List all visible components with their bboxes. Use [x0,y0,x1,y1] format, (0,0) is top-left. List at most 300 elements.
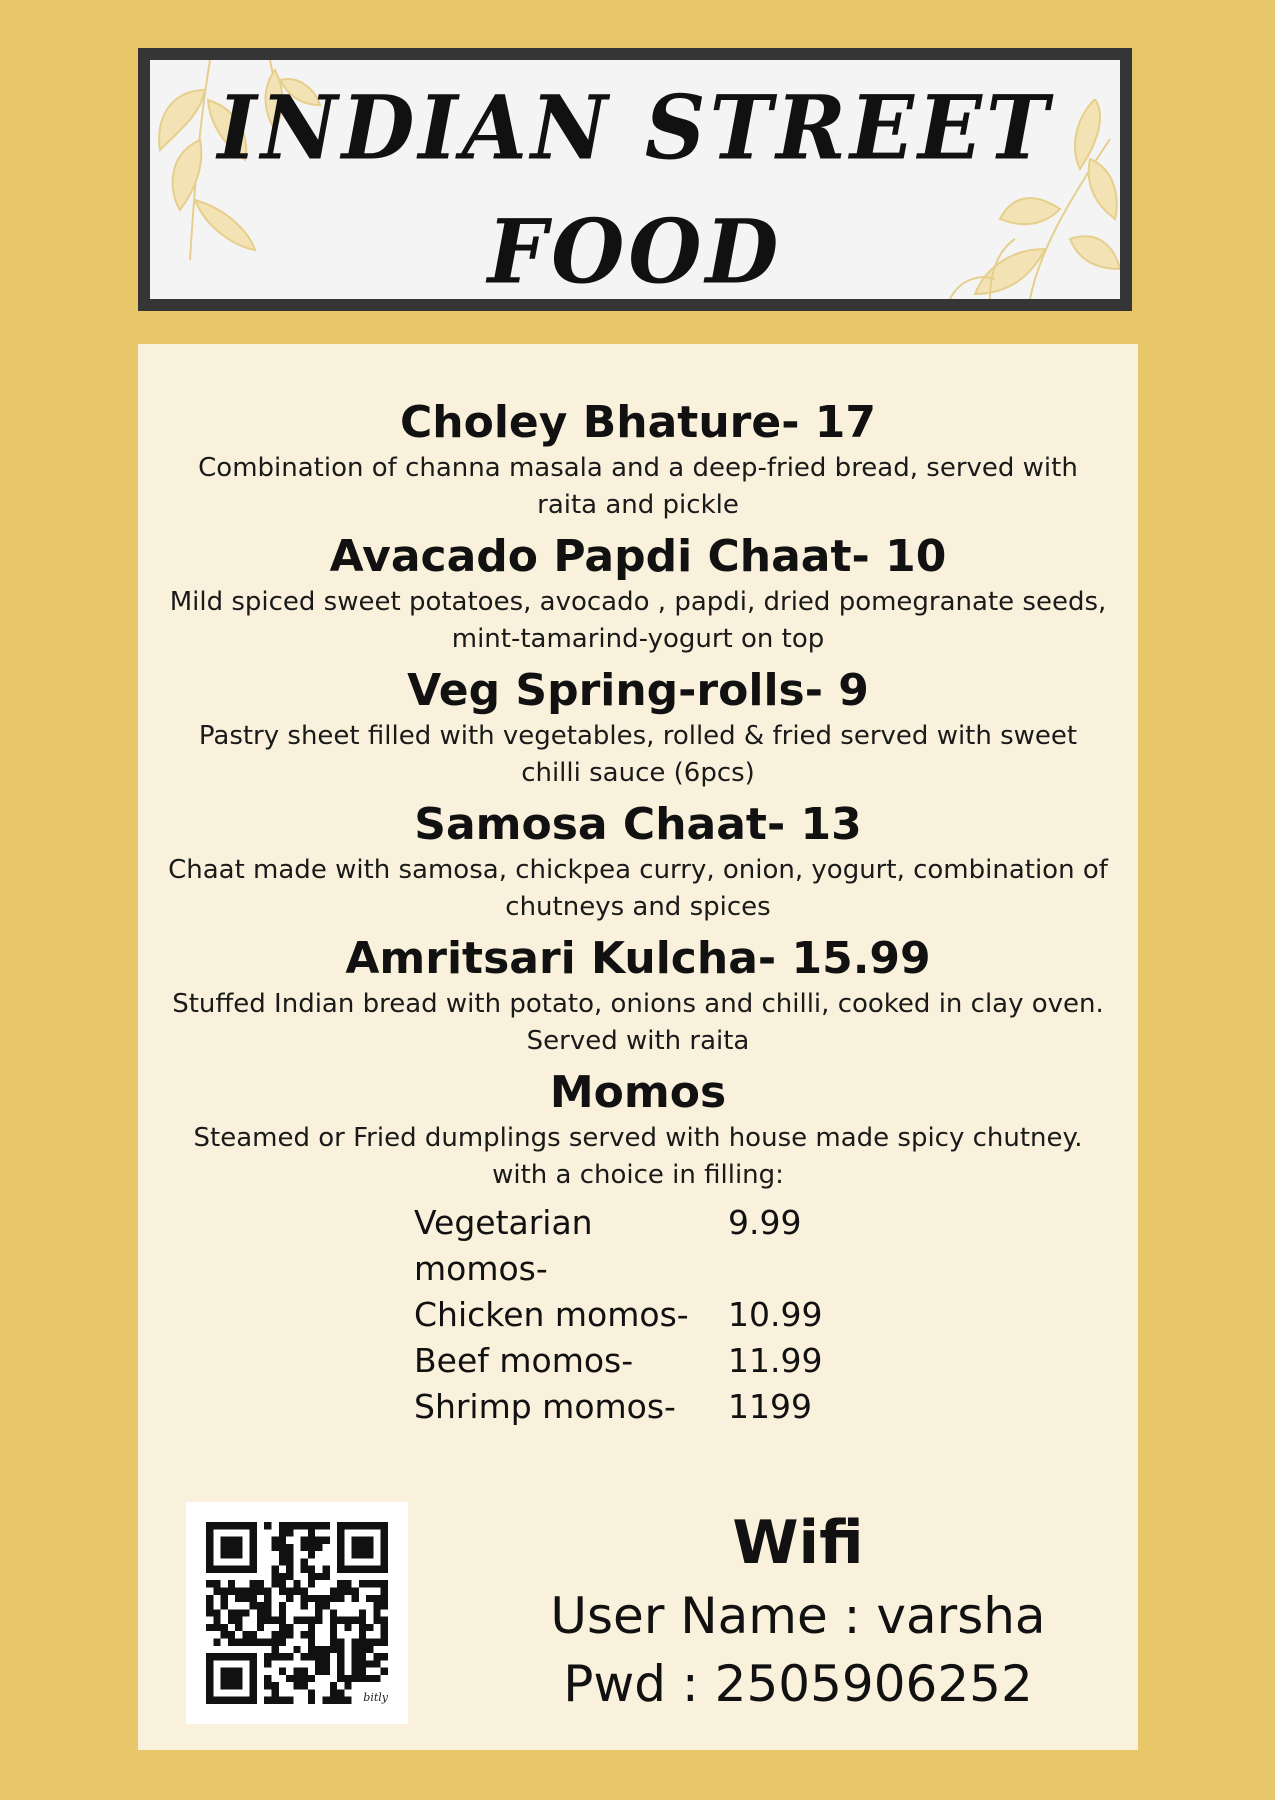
qr-module [381,1653,388,1660]
qr-module [359,1566,366,1573]
qr-module [235,1544,242,1551]
qr-module [359,1675,366,1682]
qr-module [228,1609,235,1616]
qr-module [352,1566,359,1573]
qr-module [373,1675,380,1682]
qr-module [337,1537,344,1544]
qr-module [235,1595,242,1602]
qr-module [235,1624,242,1631]
qr-module [352,1675,359,1682]
qr-module [257,1638,264,1645]
qr-module [352,1646,359,1653]
qr-module [206,1529,213,1536]
qr-module [235,1682,242,1689]
qr-module [264,1609,271,1616]
qr-module [308,1646,315,1653]
qr-module [272,1638,279,1645]
qr-module [242,1566,249,1573]
qr-module [250,1675,257,1682]
qr-module [359,1646,366,1653]
qr-module [279,1631,286,1638]
qr-module [235,1668,242,1675]
momos-option-name: Chicken momos- [414,1295,689,1334]
menu-item [138,1066,1138,1430]
qr-module [228,1697,235,1704]
qr-module [221,1653,228,1660]
qr-module [337,1551,344,1558]
qr-module [257,1624,264,1631]
qr-module [366,1522,373,1529]
qr-module [279,1617,286,1624]
qr-module [272,1580,279,1587]
qr-module [301,1566,308,1573]
qr-module [286,1558,293,1565]
qr-module [337,1668,344,1675]
qr-module [373,1609,380,1616]
qr-module [337,1580,344,1587]
qr-module [213,1580,220,1587]
qr-module [344,1566,351,1573]
menu-item [138,530,1138,658]
qr-module [242,1638,249,1645]
qr-module [206,1537,213,1544]
qr-module [330,1624,337,1631]
qr-module [352,1660,359,1667]
qr-module [279,1668,286,1675]
qr-module [381,1529,388,1536]
qr-module [279,1544,286,1551]
menu-list [138,396,1138,1430]
qr-module [330,1646,337,1653]
qr-module [308,1551,315,1558]
qr-module [308,1653,315,1660]
qr-module [381,1580,388,1587]
qr-module [279,1558,286,1565]
qr-module [272,1697,279,1704]
momos-option-price: 9.99 [728,1203,802,1242]
qr-module [242,1522,249,1529]
qr-module [366,1537,373,1544]
qr-module [352,1617,359,1624]
wifi-password: Pwd : 2505906252 [563,1655,1033,1713]
menu-item [138,664,1138,792]
qr-module [242,1631,249,1638]
qr-module [242,1609,249,1616]
qr-module [250,1566,257,1573]
qr-module [272,1573,279,1580]
qr-module [308,1631,315,1638]
qr-module [381,1544,388,1551]
qr-module [301,1558,308,1565]
qr-module [242,1588,249,1595]
qr-module [381,1588,388,1595]
qr-module [373,1595,380,1602]
qr-module [381,1595,388,1602]
qr-module [235,1566,242,1573]
qr-module [213,1566,220,1573]
qr-module [301,1653,308,1660]
qr-module [315,1609,322,1616]
qr-module [206,1668,213,1675]
qr-module [301,1522,308,1529]
qr-module [301,1595,308,1602]
qr-module [221,1602,228,1609]
qr-module [352,1668,359,1675]
qr-module [250,1653,257,1660]
momos-option-price: 1199 [728,1387,812,1426]
qr-module [344,1675,351,1682]
qr-module [250,1668,257,1675]
qr-module [359,1668,366,1675]
qr-module [315,1646,322,1653]
qr-module [366,1551,373,1558]
menu-panel [138,344,1138,1750]
qr-module [264,1595,271,1602]
qr-module [359,1537,366,1544]
qr-module [337,1638,344,1645]
qr-module [293,1646,300,1653]
qr-module [279,1537,286,1544]
qr-module [272,1566,279,1573]
qr-module [322,1646,329,1653]
qr-module [206,1682,213,1689]
qr-module [228,1617,235,1624]
qr-module [344,1522,351,1529]
qr-module [235,1697,242,1704]
qr-module [293,1675,300,1682]
qr-module [359,1609,366,1616]
qr-module [221,1697,228,1704]
qr-module [366,1624,373,1631]
qr-module [315,1595,322,1602]
wifi-info [458,1504,1138,1718]
qr-module [242,1653,249,1660]
qr-module [315,1653,322,1660]
qr-module [257,1580,264,1587]
qr-module [279,1638,286,1645]
qr-module [228,1631,235,1638]
qr-module [315,1602,322,1609]
qr-module [279,1653,286,1660]
menu-item-description: Combination of channa masala and a deep-fried bread, served with raita and pickle [198,453,1078,520]
qr-module [352,1544,359,1551]
qr-module [301,1537,308,1544]
qr-module [381,1617,388,1624]
qr-module [228,1588,235,1595]
qr-module [272,1631,279,1638]
qr-module [381,1566,388,1573]
qr-module [337,1653,344,1660]
qr-module [272,1646,279,1653]
qr-module [352,1588,359,1595]
qr-module [213,1609,220,1616]
qr-module [330,1631,337,1638]
qr-module [235,1551,242,1558]
qr-module [322,1653,329,1660]
qr-module [250,1602,257,1609]
menu-item-name: Veg Spring-rolls- 9 [407,665,869,716]
qr-module [228,1675,235,1682]
qr-module [206,1675,213,1682]
qr-module [337,1675,344,1682]
qr-module [337,1697,344,1704]
qr-module [235,1537,242,1544]
menu-item-description: Stuffed Indian bread with potato, onions and chilli, cooked in clay oven. Served with raita [172,989,1104,1056]
qr-module [373,1660,380,1667]
menu-item [138,932,1138,1060]
qr-module [206,1697,213,1704]
qr-module [257,1609,264,1616]
qr-module [264,1588,271,1595]
qr-module [257,1617,264,1624]
qr-module [286,1588,293,1595]
qr-module [373,1653,380,1660]
qr-module [366,1595,373,1602]
qr-module [221,1595,228,1602]
qr-module [337,1522,344,1529]
wifi-title: Wifi [732,1508,864,1578]
qr-module [301,1682,308,1689]
qr-module [359,1580,366,1587]
qr-module [264,1653,271,1660]
qr-module [293,1588,300,1595]
qr-module [293,1580,300,1587]
menu-item-name: Samosa Chaat- 13 [414,799,862,850]
qr-module [359,1660,366,1667]
menu-item [138,798,1138,926]
qr-module [381,1602,388,1609]
qr-module [272,1537,279,1544]
qr-module [228,1668,235,1675]
qr-module [344,1617,351,1624]
qr-module [344,1697,351,1704]
qr-module [315,1544,322,1551]
qr-module [264,1522,271,1529]
qr-module [206,1566,213,1573]
menu-item-description: Pastry sheet filled with vegetables, rolled & fried served with sweet chilli sauce (6pcs) [198,721,1078,788]
qr-module [206,1660,213,1667]
qr-module [286,1544,293,1551]
qr-module [330,1682,337,1689]
menu-item-name: Amritsari Kulcha- 15.99 [345,933,931,984]
menu-item-description: Mild spiced sweet potatoes, avocado , papdi, dried pomegranate seeds, mint-tamarind-yogurt on top [169,587,1107,654]
qr-module [206,1551,213,1558]
qr-module [264,1682,271,1689]
qr-module [366,1660,373,1667]
qr-module [322,1522,329,1529]
qr-module [213,1653,220,1660]
qr-module [213,1617,220,1624]
qr-module [308,1573,315,1580]
qr-code[interactable] [186,1502,408,1724]
qr-module [286,1631,293,1638]
qr-module [322,1595,329,1602]
qr-module [322,1573,329,1580]
qr-module [242,1697,249,1704]
qr-module [366,1638,373,1645]
qr-module [286,1624,293,1631]
qr-module [381,1668,388,1675]
qr-module [279,1573,286,1580]
menu-item-name: Avacado Papdi Chaat- 10 [329,531,947,582]
qr-module [308,1638,315,1645]
qr-module [293,1682,300,1689]
qr-module [221,1668,228,1675]
qr-module [221,1675,228,1682]
qr-module [221,1682,228,1689]
qr-module [381,1624,388,1631]
qr-module [373,1580,380,1587]
qr-module [308,1544,315,1551]
qr-module [264,1697,271,1704]
qr-module [322,1602,329,1609]
qr-module [213,1588,220,1595]
qr-module [286,1675,293,1682]
qr-module [228,1544,235,1551]
qr-module [279,1529,286,1536]
qr-module [264,1638,271,1645]
qr-module [322,1566,329,1573]
qr-module [373,1617,380,1624]
qr-module [337,1689,344,1696]
qr-module [337,1660,344,1667]
qr-module [337,1588,344,1595]
qr-module [250,1537,257,1544]
qr-module [381,1631,388,1638]
qr-module [235,1609,242,1616]
qr-module [264,1660,271,1667]
qr-module [359,1624,366,1631]
qr-module [250,1522,257,1529]
qr-module [308,1522,315,1529]
qr-module [366,1544,373,1551]
qr-module [381,1558,388,1565]
title-banner [138,48,1132,311]
qr-module [257,1588,264,1595]
qr-module [279,1522,286,1529]
momos-option-price: 11.99 [728,1341,823,1380]
qr-module [301,1617,308,1624]
qr-module [359,1617,366,1624]
qr-module [228,1682,235,1689]
qr-module [337,1558,344,1565]
qr-module [308,1697,315,1704]
qr-module [279,1588,286,1595]
qr-module [315,1573,322,1580]
qr-module [337,1646,344,1653]
qr-module [279,1697,286,1704]
qr-module [235,1617,242,1624]
qr-module [301,1668,308,1675]
qr-module [308,1689,315,1696]
menu-item-description: Chaat made with samosa, chickpea curry, onion, yogurt, combination of chutneys and spices [168,855,1108,922]
momos-options-list [398,1200,878,1430]
qr-module [366,1580,373,1587]
qr-module [221,1551,228,1558]
qr-module [272,1689,279,1696]
qr-module [264,1617,271,1624]
qr-module [272,1653,279,1660]
qr-module [322,1660,329,1667]
qr-module [308,1580,315,1587]
qr-module [381,1522,388,1529]
qr-module [293,1522,300,1529]
qr-module [213,1522,220,1529]
momos-option [398,1200,878,1292]
qr-module [301,1602,308,1609]
qr-module [301,1675,308,1682]
menu-item [138,396,1138,524]
qr-module [286,1529,293,1536]
qr-module [308,1617,315,1624]
qr-module [293,1617,300,1624]
qr-module [315,1522,322,1529]
qr-module [381,1551,388,1558]
qr-module [235,1675,242,1682]
qr-module [352,1595,359,1602]
qr-module [373,1602,380,1609]
qr-module [221,1631,228,1638]
qr-module [352,1537,359,1544]
qr-module [286,1573,293,1580]
qr-module [315,1617,322,1624]
qr-module [337,1617,344,1624]
qr-module [206,1595,213,1602]
qr-module [250,1551,257,1558]
qr-module [250,1558,257,1565]
qr-module [221,1566,228,1573]
qr-brand-label: bitly [363,1691,388,1704]
qr-module [272,1682,279,1689]
qr-module [250,1580,257,1587]
momos-option [398,1384,878,1430]
qr-module [250,1529,257,1536]
qr-module [228,1653,235,1660]
qr-module [279,1602,286,1609]
qr-module [366,1646,373,1653]
qr-module [250,1638,257,1645]
qr-module [359,1631,366,1638]
qr-module [221,1624,228,1631]
qr-code-icon [206,1522,388,1704]
menu-item-name: Momos [549,1067,727,1118]
page-title: INDIAN STREET FOOD [217,75,1053,304]
qr-module [330,1609,337,1616]
qr-module [286,1551,293,1558]
qr-module [286,1697,293,1704]
qr-module [301,1544,308,1551]
qr-module [293,1668,300,1675]
momos-option-price: 10.99 [728,1295,823,1334]
qr-module [373,1522,380,1529]
qr-module [206,1653,213,1660]
momos-option-name: Beef momos- [414,1341,634,1380]
qr-module [344,1624,351,1631]
momos-option [398,1338,878,1384]
qr-module [221,1537,228,1544]
qr-module [250,1588,257,1595]
qr-module [352,1638,359,1645]
qr-module [206,1609,213,1616]
menu-item-description: Steamed or Fried dumplings served with house made spicy chutney. with a choice in filling: [193,1123,1083,1190]
qr-module [373,1566,380,1573]
qr-module [330,1638,337,1645]
qr-module [344,1682,351,1689]
momos-option-name: Vegetarian momos- [414,1203,593,1288]
qr-module [272,1617,279,1624]
qr-module [221,1544,228,1551]
qr-module [308,1624,315,1631]
